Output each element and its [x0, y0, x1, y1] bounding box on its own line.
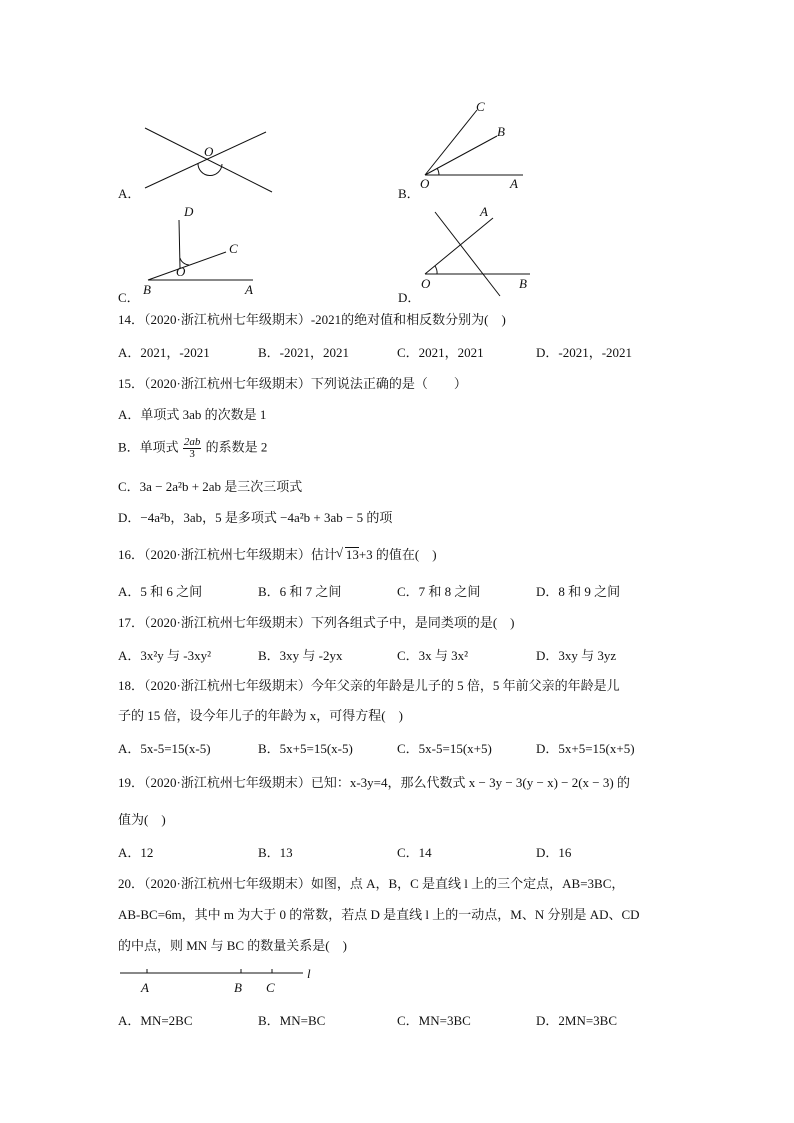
- point-a-label: A: [510, 176, 518, 191]
- option-d: D．5x+5=15(x+5): [536, 741, 635, 756]
- option-b-suffix: 的系数是 2: [205, 439, 268, 455]
- point-d-label: D: [184, 204, 194, 219]
- question-stem: 17．（2020·浙江杭州七年级期末）下列各组式子中，是同类项的是( ): [118, 615, 515, 630]
- point-b-label: B: [497, 124, 505, 139]
- question-stem-line-3: 的中点，则 MN 与 BC 的数量关系是( ): [118, 938, 347, 953]
- angles-figure: [415, 200, 540, 300]
- option-c: C．3x 与 3x²: [397, 648, 469, 663]
- question-stem-line-1: 18．（2020·浙江杭州七年级期末）今年父亲的年龄是儿子的 5 倍，5 年前父亲的年龄是儿: [118, 678, 620, 693]
- option-a: A．3x²y 与 -3xy²: [118, 648, 212, 663]
- option-d: D．8 和 9 之间: [536, 584, 621, 599]
- option-b: B．13: [258, 845, 293, 860]
- point-o-label: O: [420, 176, 430, 191]
- option-a: A．5 和 6 之间: [118, 584, 203, 599]
- point-o-label: O: [204, 144, 214, 159]
- option-label: D．: [398, 290, 421, 305]
- line-l-label: l: [307, 966, 311, 981]
- square-root: √ 13: [345, 547, 359, 561]
- option-c: C．5x-5=15(x+5): [397, 741, 492, 756]
- question-stem-suffix: +3 的值在( ): [358, 547, 437, 562]
- option-label: A．: [118, 186, 141, 201]
- point-o-label: O: [176, 264, 186, 279]
- intersecting-lines-figure: [140, 120, 280, 200]
- option-b: B．5x+5=15(x-5): [258, 741, 353, 756]
- question-stem-prefix: 16．（2020·浙江杭州七年级期末）估计: [118, 547, 337, 562]
- option-b-prefix: B．单项式: [118, 439, 179, 455]
- fraction-numerator: 2ab: [183, 436, 201, 448]
- option-a: A．2021，-2021: [118, 345, 210, 360]
- option-a: A．MN=2BC: [118, 1013, 193, 1028]
- angles-figure: [138, 200, 263, 300]
- option-label: B．: [398, 186, 420, 201]
- question-stem-line-2: 子的 15 倍，设今年儿子的年龄为 x，可得方程( ): [118, 708, 403, 723]
- question-stem: 14．（2020·浙江杭州七年级期末）-2021的绝对值和相反数分别为( ): [118, 312, 506, 327]
- number-line-figure: [115, 962, 325, 1000]
- point-a-label: A: [480, 204, 488, 219]
- option-d: D．2MN=3BC: [536, 1013, 618, 1028]
- option-a: A．5x-5=15(x-5): [118, 741, 211, 756]
- point-b-label: B: [234, 980, 242, 995]
- fraction-denominator: 3: [189, 448, 195, 460]
- option-b: B．-2021，2021: [258, 345, 350, 360]
- option-d: D．16: [536, 845, 572, 860]
- question-stem-line-2: 值为( ): [118, 812, 166, 827]
- option-d: D．-2021，-2021: [536, 345, 633, 360]
- fraction: [183, 437, 202, 460]
- point-c-label: C: [229, 241, 238, 256]
- option-b: [118, 437, 267, 460]
- point-o-label: O: [421, 276, 431, 291]
- angles-figure: [415, 98, 545, 198]
- option-c: C．2021，2021: [397, 345, 484, 360]
- point-c-label: C: [266, 980, 275, 995]
- question-stem-line-1: 19．（2020·浙江杭州七年级期末）已知：x-3y=4，那么代数式 x − 3y − 3(y − x) − 2(x − 3) 的: [118, 775, 630, 790]
- point-a-label: A: [245, 282, 253, 297]
- question-stem: 15．（2020·浙江杭州七年级期末）下列说法正确的是（ ）: [118, 376, 467, 391]
- option-b: B．3xy 与 -2yx: [258, 648, 343, 663]
- option-c: C．3a − 2a²b + 2ab 是三次三项式: [118, 479, 303, 494]
- point-b-label: B: [519, 276, 527, 291]
- point-c-label: C: [476, 99, 485, 114]
- question-stem-line-2: AB-BC=6m，其中 m 为大于 0 的常数，若点 D 是直线 l 上的一动点，M、N 分别是 AD、CD: [118, 907, 640, 922]
- question-stem: [118, 545, 437, 565]
- option-d: D．−4a²b，3ab，5 是多项式 −4a²b + 3ab − 5 的项: [118, 510, 393, 525]
- option-a: A．单项式 3ab 的次数是 1: [118, 407, 267, 422]
- point-a-label: A: [141, 980, 149, 995]
- question-stem-line-1: 20．（2020·浙江杭州七年级期末）如图，点 A，B，C 是直线 l 上的三个定点，AB=3BC，: [118, 876, 625, 891]
- option-c: C．MN=3BC: [397, 1013, 471, 1028]
- option-label: C．: [118, 290, 140, 305]
- option-c: C．14: [397, 845, 432, 860]
- point-b-label: B: [143, 282, 151, 297]
- option-b: B．MN=BC: [258, 1013, 326, 1028]
- option-d: D．3xy 与 3yz: [536, 648, 617, 663]
- option-c: C．7 和 8 之间: [397, 584, 481, 599]
- option-a: A．12: [118, 845, 154, 860]
- option-b: B．6 和 7 之间: [258, 584, 342, 599]
